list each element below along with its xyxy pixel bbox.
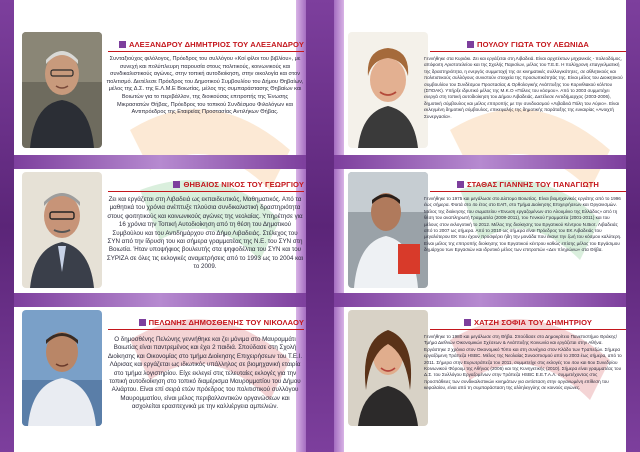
candidate-photo-pelonis [22,310,102,426]
right-page [320,0,640,452]
outer-band-left [0,0,14,452]
title-bullet [173,181,180,188]
candidate-name-6 [430,318,626,330]
title-bullet [457,181,464,188]
candidate-bio-6: Γεννήθηκε το 1980 και μεγάλωσε στη Θήβα. Σπούδασε στο Δημοκρίτειο Πανεπιστήμιο Θράκης/Τμήμα Διεθνών Οικονομικών Σχέσεων & Ανάπτυξης Κοινωνία και εργάζεται στην Αθήνα. Εργάστηκε 2 χρόνια στον Οικονομικό Τύπο και στη συνέχεια στον Κλάδο των Τραπεζών. Σήμερα εργαζόμενη Τράπεζα HSBC. Μέλος της Νεολαίας Συνασπισμού από το 2003 έως σήμερα, από το 2011. Σήμερα στην Ευρωτράπεζα του 2011, συμμετείχε στις εκλογές του 4ου και 6ου Συνεδρίου Κοινωνικού Φόρουμ της Αθήνας (2006) και της Κυνηγετικής (2010). Σήμερα είναι γραμματέας του Δ.Σ. του Συλλόγου Εργαζομένων στην Τράπεζα HSBC Ε.Ε.Τ.Α.Λ. συμμετέχοντας στις προσπάθειες των συνδικαλιστικών κινημάτων για αντίσταση στην οργανωμένη επίθεση του κεφαλαίου, είναι από τη συμπαράσταση της αλληλεγγύης σε κοινούς αγώνες. [424,334,622,391]
candidate-name-1 [108,40,304,52]
name-text: ΘΗΒΑΙΟΣ ΝΙΚΟΣ ΤΟΥ ΓΕΩΡΓΙΟΥ [183,180,304,189]
candidate-name-3 [108,318,304,330]
title-bullet [467,41,474,48]
row-separator [334,293,626,307]
candidate-name-5 [430,180,626,192]
inner-band-right [320,0,334,452]
outer-band-right [626,0,640,452]
candidate-photo-thivaios [22,172,102,288]
title-bullet [464,319,471,326]
candidate-name-4 [430,40,626,52]
candidate-photo-alexandrou [22,32,102,148]
candidate-photo-poulou [348,32,428,148]
candidate-bio-4: Γεννήθηκε στα Κυριάκι. Ζει και εργάζεται στη Λιβαδειά. Είναι αρχιτέκτων μηχανικός - πολεοδόμος, απόφοιτη Αριστοτελείου και της Σχολής Παρισίων, μέλος του Τ.Ε.Ε. Η πολύχρονη επαγγελματική της δραστηριότητα, η ενεργός συμμετοχή της σε κινηματικές συλλογικότητες, σε αθλητικούς και πολιτιστικούς συλλόγους συνιστούν στοιχεία της προσωπικότητάς της. Είναι μέλος του Διοικητικού συμβουλίου του Συνδέσμου Προστασίας & Ορθολογικής Ανάπτυξης του Κορινθιακού κόλπου (ΣΠΟΑΚ). Υπήρξε ιδρυτικό μέλος της Μ.Κ.Ο «Πόλεις του κόσμου». Από το 2003 συμμετέχει ενεργά στη τοπική αυτοδιοίκηση του Δήμου Λιβαδειάς. Διετέλεσε Αντιδήμαρχος (2003-2006), δημοτική σύμβουλος και μέλος επιτροπής με την συνδυασμού «Λιβαδειά Πόλη του Αύριο». Είναι εκλεγμένη δημοτική σύμβουλος, επικεφαλής της δημοτικής παράταξης της ευκαιρίας «Ανοιχτή Συνεργασία». [424,56,623,119]
title-bullet [139,319,146,326]
name-text: ΑΛΕΞΑΝΔΡΟΥ ΔΗΜΗΤΡΙΟΣ ΤΟΥ ΑΛΕΞΑΝΔΡΟΥ [128,40,304,49]
candidate-name-2 [108,180,304,192]
candidate-photo-chatzi [348,310,428,426]
row-separator [14,155,306,169]
spine-band-right [334,0,344,452]
name-text: ΠΟΥΛΟΥ ΓΙΩΤΑ ΤΟΥ ΛΕΩΝΙΔΑ [477,40,589,49]
candidate-bio-5: Γεννήθηκε το 1975 και μεγάλωσε στο Δίστομο Βοιωτίας. Είναι βιομηχανικός εργάτης από το 1996 έως σήμερα. Φοιτά στο 4ο έτος στο ΕΑΠ, στο Τμήμα Διοίκησης Επιχειρήσεων και Οργανισμών. Μέλος της διοίκησης του σωματείου «Ένωση εργαζομένων στο Αλουμίνιο της Ελλάδος» από τη θέση του αναπληρωτή Γραμματέα (2008-2011), του Γενικού Γραμματέα (2001-2011) και του μέλους στον εκλογοτική το 2012. Μέλος της διοίκησης του Εργατικού Κέντρου Ν.Βιοτ. Λιβαδειάς από το 2007 ως σήμερα. Από το 2010 ως σήμερα είναι Πρόεδρος του ΕΚ Λιβαδειάς του μεγαλύτερου ΕΚ που έχουν προσφέρει ήδη την μονάδα που έκανε την ζωή του κόσμου καλύτερη. Είναι μέλος της επιτροπής διοίκησης του Εργατικού κέντρου καθώς επίσης μέλος του Εργάσιμου δημάρχου των Εργασιών και ιδρυτικό μέλος των επιτροπών «Δεν πληρώνω» στα Θήβα. [424,196,622,253]
candidate-bio-2: Ζει και εργάζεται στη Λιβαδειά ως εκπαιδευτικός, Μαθηματικός. Από τα μαθητικά του χρόνια ανέπτυξε πλούσια συνδικαλιστική δραστηριότητα στους φοιτητικούς και κοινωνικούς αγώνες της νεολαίας. Υπηρέτησε για 16 χρόνια την Τοπική Αυτοδιοίκηση από τη θέση του Δημοτικού Συμβούλου και του Αντιδημάρχου στο Δήμο Λιβαδειάς. Στέλεχος του ΣΥΝ από την ίδρυση του και σήμερα γραμματέας της Ν.Ε. του ΣΥΝ στη Βοιωτία. Ήταν υποψήφιος βουλευτής στα ψηφοδέλτια του ΣΥΝ και του ΣΥΡΙΖΑ σε όλες τις εκλογικές αναμετρήσεις από το 1993 ως το 2004 και το 2009. [106,196,304,271]
inner-band-left [306,0,320,452]
name-text: ΧΑΤΖΗ ΣΟΦΙΑ ΤΟΥ ΔΗΜΗΤΡΙΟΥ [473,318,593,327]
candidate-bio-1: Συνταξιούχος φιλόλογος, Πρόεδρος του συλλόγου «Κοί φίλοι του βιβλίου», με συνεχή και πολύπλευρη παρουσία στους πολιτικούς, κοινωνικούς και συνδικαλιστικούς αγώνες, στην τοπική αυτοδιοίκηση, στην οικολογία και στον πολιτισμό. Διετέλεσε Πρόεδρος του Δημοτικού Συμβουλίου του Δήμου Θηβαίων, μέλος της Δ.Σ. της Ε.Λ.Μ.Ε Βοιωτίας, μέλος της συμπαράστασης Θηβαίων και Βοιωτών για το περιβάλλον, της διοικούσας επιτροπής της Ένωσης Μικρασιατών Θήβας, Πρόεδρος του τοπικού Συνδέσμου Φιλολόγων και Αντιπρόεδρος της Εταιρείας Προστασίας Αντιλήκων Θήβας. [106,56,304,116]
row-separator [334,155,626,169]
candidate-bio-3: Ο δημοσθένης Πελώνης γεννήθηκε και ζει μόνιμα στο Μαυρομμάτι Βοιωτίας είναι παντρεμένος και έχει 2 παιδιά. Σπούδασε στη Σχολή Διοίκησης και Οικονομίας στο τμήμα Διοίκησης Επιχειρήσεων του Τ.Ε.Ι. Λάρισας και εργάζεται ως ιδιωτικός υπάλληλος σε βιομηχανική εταιρία στο τμήμα λογιστηρίου. Είχε εκλεγεί στις τελευταίες εκλογές για την τοπική αυτοδιοίκηση στο τοπικό διαμέρισμα Μαυρομματίου του Δήμου Αλιάρτου. Είναι επί σειρά ετών πρόεδρος του πολιτιστικού συλλόγου Μαυρομματίου, είναι μέλος περιβαλλοντικών οργανώσεων και ασχολείται ερασιτεχνικά με την καλλιέργεια αμπελιών. [107,336,303,411]
name-text: ΠΕΛΩΝΗΣ ΔΗΜΟΣΘΕΝΗΣ ΤΟΥ ΝΙΚΟΛΑΟΥ [148,318,304,327]
candidate-photo-stathas [348,172,428,288]
name-text: ΣΤΑΘΑΣ ΓΙΑΝΝΗΣ ΤΟΥ ΠΑΝΑΓΙΩΤΗ [466,180,600,189]
title-bullet [119,41,126,48]
row-separator [14,293,306,307]
